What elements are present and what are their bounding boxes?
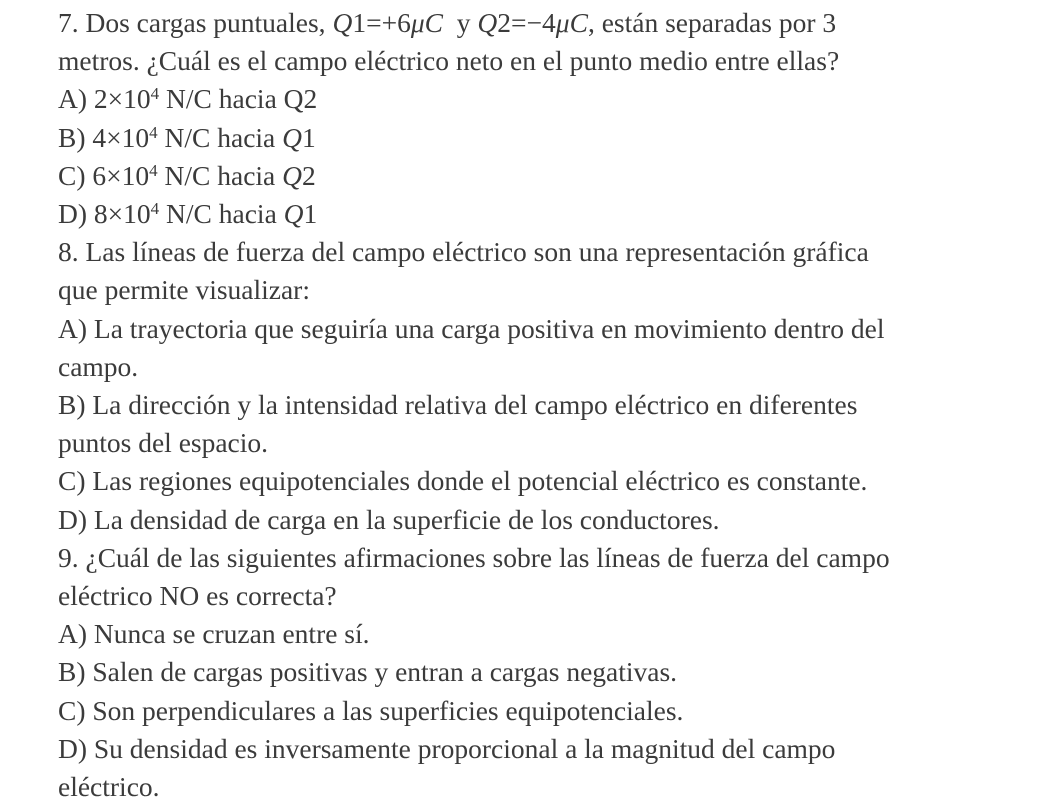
- option-target: Q2: [283, 83, 318, 115]
- option-target-num: 1: [302, 121, 316, 153]
- question-8-option-d: D) La densidad de carga en la superficie de los conductores.: [58, 503, 720, 535]
- question-number: 7.: [58, 7, 79, 38]
- charge-q1: [332, 7, 352, 38]
- option-unit: N/C hacia: [159, 83, 284, 115]
- conjunction: y: [443, 7, 478, 38]
- q1-var: Q: [332, 7, 353, 38]
- option-coef: 6×10: [92, 159, 150, 191]
- question-8-option-a-line1: A) La trayectoria que seguiría una carga positiva en movimiento dentro del: [58, 312, 885, 344]
- question-8: [58, 233, 1048, 539]
- option-target-num: 1: [303, 198, 318, 230]
- question-7-option-b: [58, 119, 1048, 157]
- question-8-option-b-line1: B) La dirección y la intensidad relativa del campo eléctrico en diferentes: [58, 389, 858, 421]
- question-9-stem-line1: 9. ¿Cuál de las siguientes afirmaciones sobre las líneas de fuerza del campo: [58, 541, 890, 573]
- question-8-option-c: C) Las regiones equipotenciales donde el potencial eléctrico es constante.: [58, 465, 868, 497]
- question-7-stem-line1: [58, 4, 1048, 42]
- question-7-option-d: [58, 195, 1048, 233]
- question-8-stem-line1: 8. Las líneas de fuerza del campo eléctrico son una representación gráfica: [58, 236, 869, 268]
- question-7-stem-line2: metros. ¿Cuál es el campo eléctrico neto en el punto medio entre ellas?: [58, 45, 840, 77]
- option-target-num: 2: [302, 159, 316, 191]
- option-target-var: Q: [283, 198, 304, 230]
- option-exponent: 4: [150, 199, 160, 219]
- question-8-option-b-line2: puntos del espacio.: [58, 427, 269, 459]
- question-9-option-b: B) Salen de cargas positivas y entran a cargas negativas.: [58, 656, 678, 688]
- option-unit: N/C hacia: [157, 159, 283, 191]
- question-9-option-a: A) Nunca se cruzan entre sí.: [58, 618, 370, 650]
- option-letter: A): [58, 83, 88, 115]
- option-coef: 2×10: [93, 83, 151, 115]
- q1-unit: μC: [410, 7, 443, 38]
- option-unit: N/C hacia: [157, 121, 283, 153]
- option-letter: D): [58, 198, 88, 230]
- question-9-option-c: C) Son perpendiculares a las superficies equipotenciales.: [58, 694, 684, 726]
- question-7: [58, 4, 1048, 233]
- question-8-stem-line2: que permite visualizar:: [58, 274, 310, 306]
- option-target-var: Q: [282, 121, 302, 153]
- question-9: [58, 539, 1048, 806]
- q2-var: Q: [477, 7, 498, 38]
- option-coef: 8×10: [93, 198, 151, 230]
- option-exponent: 4: [150, 84, 160, 104]
- question-7-option-c: [58, 157, 1048, 195]
- option-letter: B): [58, 121, 86, 153]
- question-9-option-d-line2: eléctrico.: [58, 771, 160, 803]
- option-coef: 4×10: [92, 121, 150, 153]
- stem-text: Dos cargas puntuales,: [85, 7, 333, 38]
- q2-unit: μC: [555, 7, 588, 38]
- question-7-option-a: [58, 80, 1048, 118]
- option-unit: N/C hacia: [159, 198, 284, 230]
- q1-value: 1=+6: [352, 7, 411, 38]
- option-target-var: Q: [282, 159, 302, 191]
- q2-value: 2=−4: [497, 7, 556, 38]
- option-letter: C): [58, 159, 86, 191]
- question-9-stem-line2: eléctrico NO es correcta?: [58, 580, 337, 612]
- option-exponent: 4: [149, 160, 158, 180]
- stem-text-post: , están separadas por 3: [587, 7, 837, 38]
- question-8-option-a-line2: campo.: [58, 350, 139, 382]
- question-9-option-d-line1: D) Su densidad es inversamente proporcional a la magnitud del campo: [58, 732, 836, 764]
- document-page: [58, 4, 1048, 806]
- option-exponent: 4: [149, 122, 158, 142]
